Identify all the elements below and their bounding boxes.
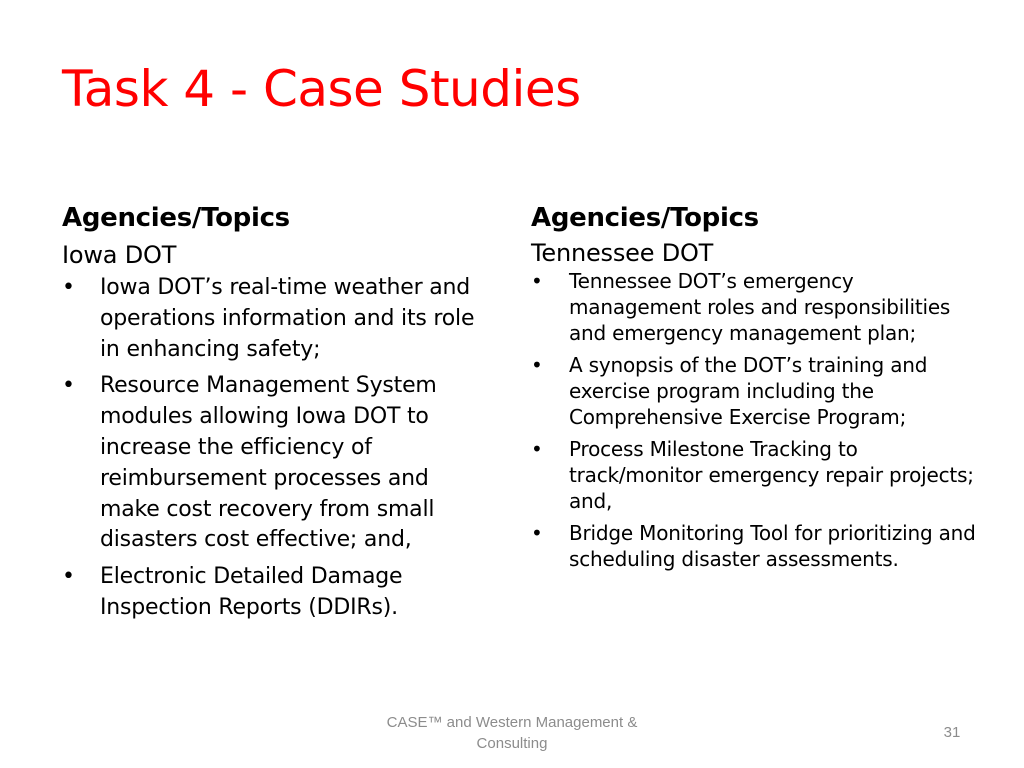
left-column: [62, 198, 482, 630]
bullet-text: Bridge Monitoring Tool for prioritizing and scheduling disaster assessments.: [569, 521, 976, 571]
list-item: [62, 562, 482, 624]
left-column-agency: Iowa DOT: [62, 241, 177, 269]
bullet-text: Electronic Detailed Damage Inspection Reports (DDIRs).: [100, 564, 403, 620]
bullet-icon: •: [62, 373, 75, 399]
left-column-bullet-list: [62, 273, 482, 624]
bullet-text: Iowa DOT’s real-time weather and operations information and its role in enhancing safety;: [100, 275, 475, 362]
list-item: [531, 352, 991, 430]
list-item: [62, 273, 482, 365]
bullet-icon: •: [531, 353, 543, 377]
bullet-text: A synopsis of the DOT’s training and exercise program including the Comprehensive Exercise Program;: [569, 353, 928, 429]
list-item: [531, 268, 991, 346]
list-item: [531, 436, 991, 514]
bullet-text: Process Milestone Tracking to track/monitor emergency repair projects; and,: [569, 437, 974, 513]
right-column-heading: Agencies/Topics: [531, 203, 759, 233]
bullet-icon: •: [62, 564, 75, 590]
bullet-text: Tennessee DOT’s emergency management roles and responsibilities and emergency management plan;: [569, 269, 951, 345]
right-column-agency: Tennessee DOT: [531, 239, 714, 267]
bullet-icon: •: [62, 275, 75, 300]
footer-text: CASE™ and Western Management & Consulting: [386, 714, 638, 752]
bullet-text: Resource Management System modules allowing Iowa DOT to increase the efficiency of reimbursement processes and make cost recovery from small disasters cost effective; and,: [100, 373, 437, 553]
page-number: 31: [943, 724, 961, 741]
list-item: [62, 371, 482, 556]
bullet-icon: •: [531, 269, 543, 293]
right-column-bullet-list: [531, 268, 991, 572]
right-column: [531, 198, 991, 578]
bullet-icon: •: [531, 521, 543, 545]
list-item: [531, 520, 991, 572]
left-column-heading: Agencies/Topics: [62, 203, 290, 233]
bullet-icon: •: [531, 437, 543, 461]
slide-title: Task 4 - Case Studies: [62, 60, 581, 118]
